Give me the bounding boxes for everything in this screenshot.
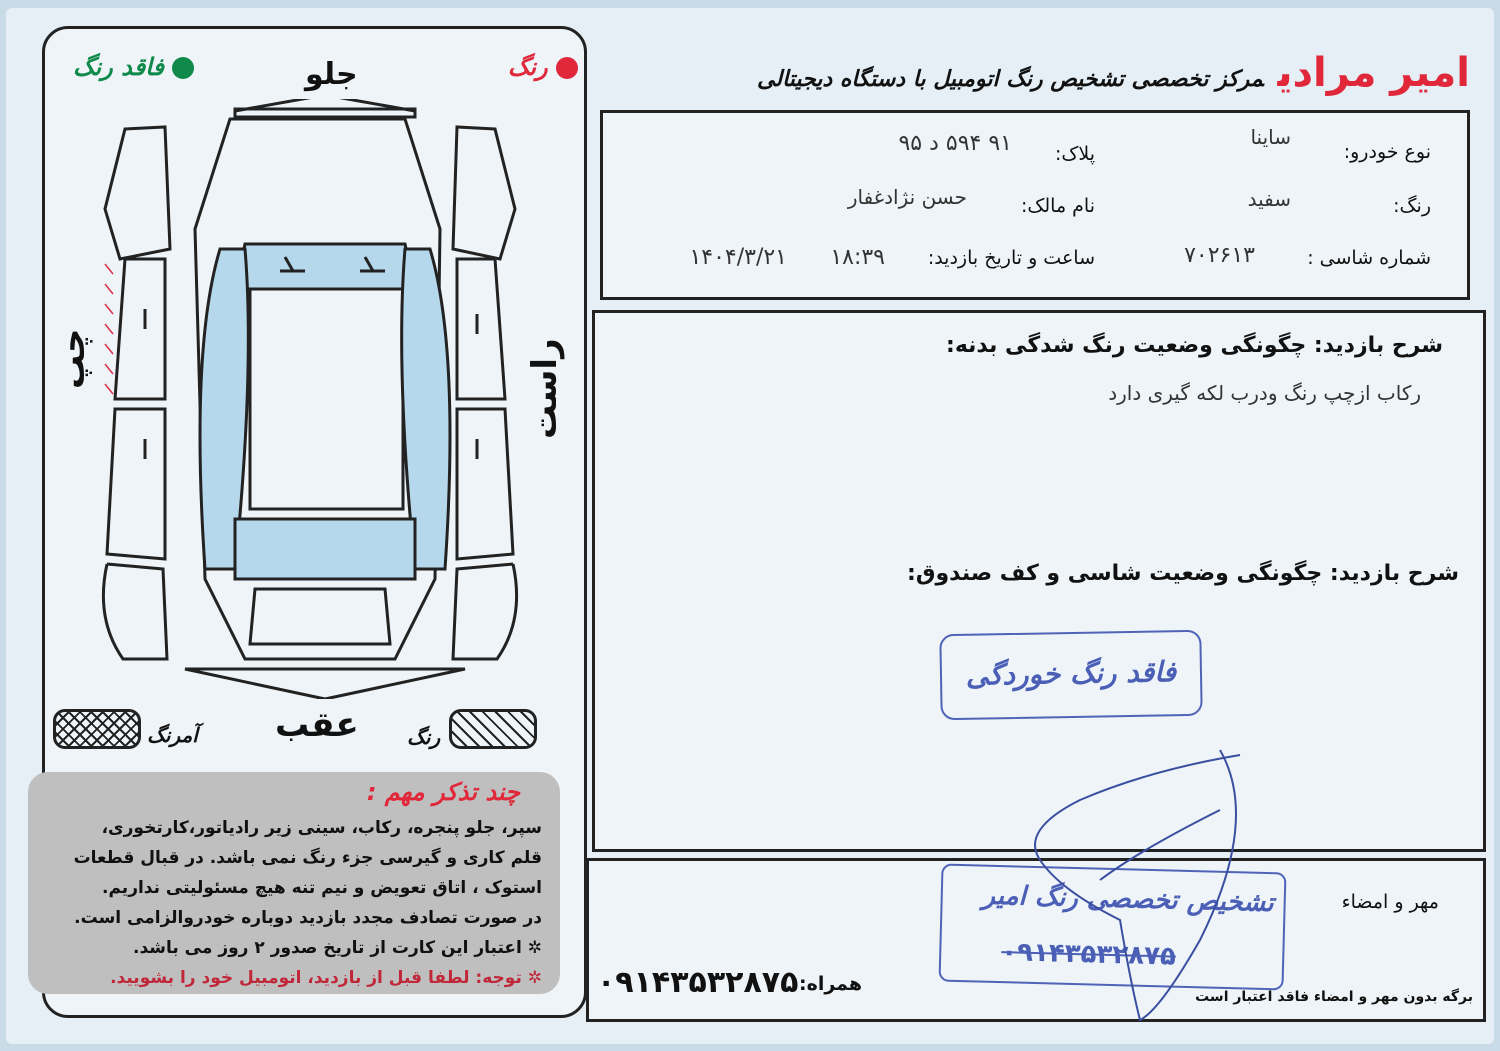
notes-heading: چند تذکر مهم : (366, 778, 520, 806)
date-value: ۱۴۰۴/۳/۲۱ (689, 245, 787, 270)
body-inspection-heading: شرح بازدید: چگونگی وضعیت رنگ شدگی بدنه: (946, 333, 1443, 358)
vehicle-info-box (600, 110, 1470, 300)
stamp-phone: ۰۹۱۴۳۵۳۲۸۷۵ (1000, 937, 1177, 972)
car-type-value: ساینا (1250, 125, 1291, 149)
label-right: راست (525, 338, 565, 439)
signature-scribble (1000, 740, 1260, 1030)
plate-value: ۹۱ ۵۹۴ د ۹۵ (898, 131, 1012, 156)
hatch-legend-paint (449, 709, 537, 749)
green-dot-icon (172, 57, 194, 79)
brand-name: امیر مرادی (1277, 50, 1470, 96)
plate-label: پلاک: (1054, 143, 1095, 165)
chassis-value: ۷۰۲۶۱۳ (1184, 243, 1255, 268)
no-corrosion-stamp: فاقد رنگ خوردگی (939, 630, 1202, 721)
stamp-title: تشخیص تخصصی رنگ امیر (982, 880, 1275, 919)
header-subtitle: مرکز تخصصی تشخیص رنگ اتومبیل با دستگاه دیجیتالی (757, 67, 1264, 92)
phone-value: ۰۹۱۴۳۵۳۲۸۷۵ (597, 965, 799, 1000)
hatch-legend-full-label: آمرنگ (147, 723, 198, 747)
header-title (757, 50, 1470, 96)
note-line: سپر، جلو پنجره، رکاب، سینی زیر رادیاتور،کارتخوری، (101, 818, 542, 838)
owner-label: نام مالک: (1020, 195, 1095, 217)
chassis-inspection-heading: شرح بازدید: چگونگی وضعیت شاسی و کف صندوق: (907, 561, 1459, 586)
notes-box (28, 772, 560, 994)
color-label: رنگ: (1393, 195, 1431, 217)
note-line: ✲ اعتبار این کارت از تاریخ صدور ۲ روز می باشد. (133, 938, 542, 958)
label-left: چپ (53, 328, 93, 389)
note-line: استوک ، اتاق تعویض و نیم تنه هیچ مسئولیتی نداریم. (102, 878, 542, 898)
chassis-label: شماره شاسی : (1307, 247, 1431, 269)
note-line: قلم کاری و گیرسی جزء رنگ نمی باشد. در قبال قطعات (73, 848, 542, 868)
note-line: در صورت تصادف مجدد بازدید دوباره خودروالزامی است. (74, 908, 542, 928)
legend-not-painted (73, 53, 194, 81)
phone-label: همراه: (799, 973, 863, 995)
time-value: ۱۸:۳۹ (830, 245, 885, 270)
datetime-label: ساعت و تاریخ بازدید: (927, 247, 1095, 269)
color-value: سفید (1247, 187, 1291, 211)
legend-painted-label: رنگ (507, 53, 548, 81)
legend-not-painted-label: فاقد رنگ (73, 53, 164, 81)
hatch-legend-paint-label: رنگ (407, 725, 441, 749)
car-type-label: نوع خودرو: (1343, 141, 1431, 163)
body-inspection-text: رکاب ازچپ رنگ ودرب لکه گیری دارد (1108, 381, 1421, 405)
validity-note: برگه بدون مهر و امضاء فاقد اعتبار است (1195, 989, 1473, 1005)
legend-painted (508, 53, 578, 81)
car-body-diagram (85, 99, 535, 699)
label-front: جلو (305, 57, 358, 92)
label-rear: عقب (275, 705, 359, 745)
owner-value: حسن نژادغفار (847, 185, 967, 209)
red-dot-icon (556, 57, 578, 79)
note-line: ✲ توجه: لطفا قبل از بازدید، اتومبیل خود را بشویید. (110, 968, 542, 988)
signature-label: مهر و امضاء (1341, 891, 1439, 913)
hatch-legend-full (53, 709, 141, 749)
